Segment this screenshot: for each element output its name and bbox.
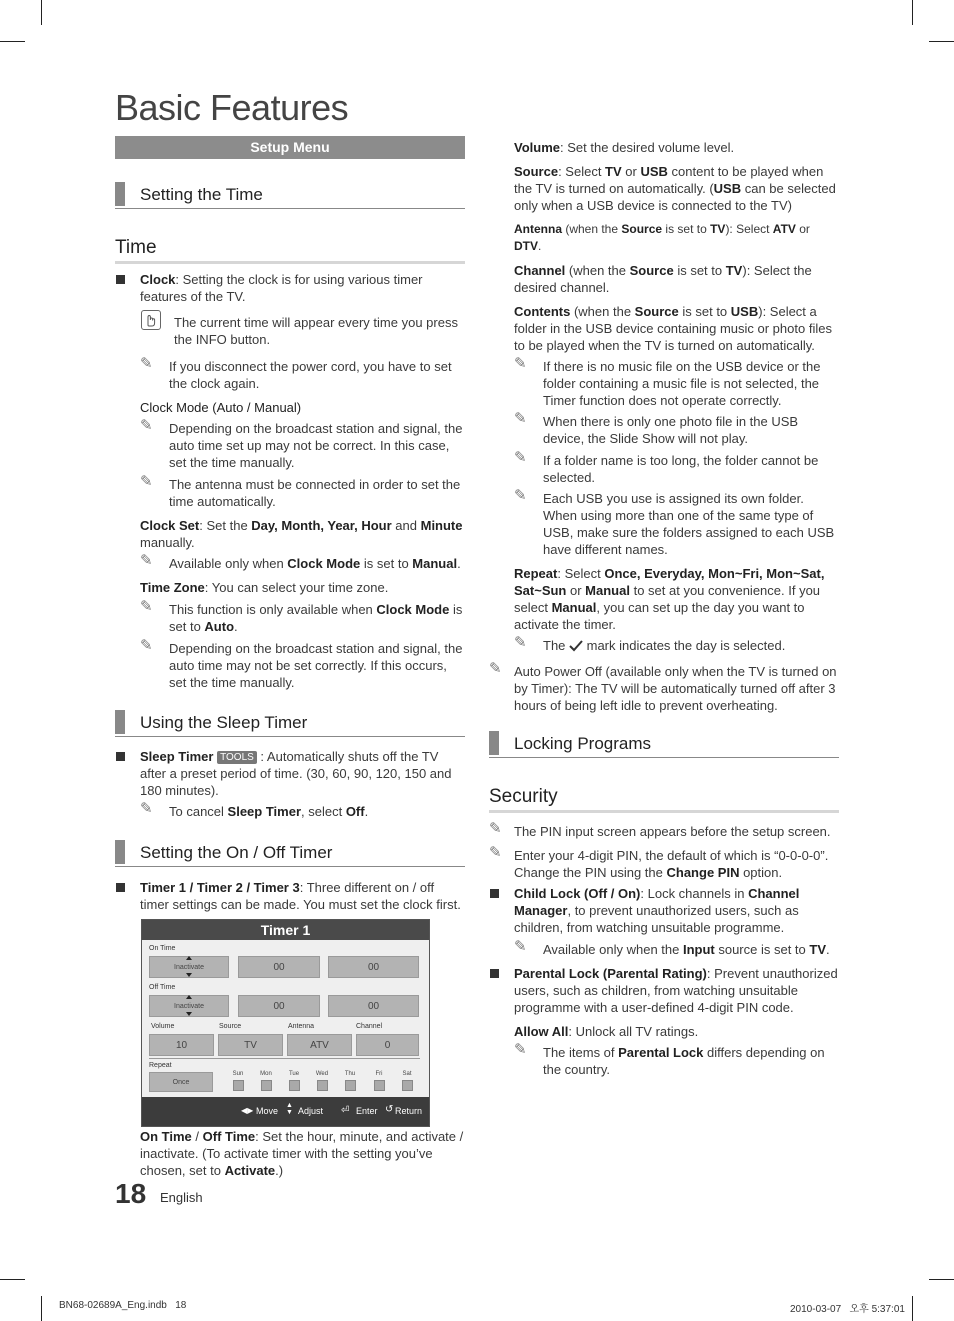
day-sat-checkbox[interactable] bbox=[402, 1080, 413, 1091]
day-tue-label: Tue bbox=[288, 1071, 300, 1077]
bold-term: USB bbox=[713, 181, 742, 196]
bold-term: Change PIN bbox=[666, 865, 740, 880]
note-pencil-icon: ✎ bbox=[514, 449, 527, 466]
text: Available only when bbox=[169, 556, 288, 571]
crop-mark bbox=[912, 1296, 913, 1321]
text: is set to bbox=[662, 222, 711, 236]
text: ): Select a folder in the USB device containing music or photo files to be played when the TV is turned on automatically. bbox=[514, 304, 832, 353]
footer-file: BN68-02689A_Eng.indb 18 bbox=[59, 1300, 187, 1311]
subheading-text: Locking Programs bbox=[514, 734, 652, 753]
bold-term: Manual bbox=[412, 556, 458, 571]
source-label: Source bbox=[219, 1023, 242, 1030]
bold-term: DTV bbox=[514, 239, 538, 253]
bold-term: Child Lock (Off / On) bbox=[514, 886, 641, 901]
text: : Set the bbox=[199, 518, 252, 533]
day-fri-label: Fri bbox=[375, 1071, 383, 1077]
bullet bbox=[116, 752, 125, 761]
text: is set to bbox=[678, 304, 731, 319]
return-label: Return bbox=[395, 1106, 423, 1116]
note-pencil-icon: ✎ bbox=[140, 637, 153, 654]
antenna-label: Antenna bbox=[288, 1023, 315, 1030]
down-arrow-icon bbox=[186, 973, 192, 977]
bold-term: Parental Lock (Parental Rating) bbox=[514, 966, 707, 981]
note-pencil-icon: ✎ bbox=[140, 598, 153, 615]
repeat-label: Repeat bbox=[149, 1062, 172, 1069]
bold-term: Source bbox=[629, 263, 674, 278]
text: : You can select your time zone. bbox=[204, 580, 389, 595]
text: (when the bbox=[570, 304, 635, 319]
bold-term: Input bbox=[682, 942, 715, 957]
heading-marker bbox=[115, 840, 125, 864]
bold-term: Once, Everyday, Mon~Fri, Mon~Sat, Sat~Sun bbox=[514, 566, 825, 598]
subheading-locking-programs bbox=[489, 731, 839, 758]
broadcast-note-2: Depending on the broadcast station and signal, the auto time may not be set correctly. If this occurs, set the time manually. bbox=[169, 641, 463, 690]
text: or bbox=[621, 164, 641, 179]
off-time-label: Off Time bbox=[149, 984, 176, 991]
text: is set to bbox=[673, 263, 726, 278]
text: content to be played when the TV is turned on automatically. ( bbox=[514, 164, 824, 196]
folder-name-note: If a folder name is too long, the folder cannot be selected. bbox=[543, 453, 819, 485]
parental-note bbox=[543, 1044, 839, 1078]
subheading-setting-time bbox=[115, 182, 465, 209]
time-zone-paragraph bbox=[140, 579, 465, 596]
bold-term: Manual bbox=[551, 600, 597, 615]
bold-term: Clock Mode bbox=[376, 602, 450, 617]
antenna-note: The antenna must be connected in order to set the time automatically. bbox=[169, 477, 461, 509]
clock-text: : Setting the clock is for using various timer features of the TV. bbox=[140, 272, 423, 304]
text: mark indicates the day is selected. bbox=[583, 638, 786, 653]
subheading-sleep-timer bbox=[115, 710, 465, 737]
bold-term: Sleep Timer bbox=[227, 804, 302, 819]
bold-term: USB bbox=[640, 164, 668, 179]
text: to set at you convenience. If you select bbox=[514, 583, 821, 615]
off-time-minute-field[interactable]: 00 bbox=[328, 995, 419, 1017]
bold-term: Sleep Timer bbox=[140, 749, 214, 764]
text: , to prevent unauthorized users, such as children, from watching unsuitable programme. bbox=[514, 903, 799, 935]
note-text: button. bbox=[226, 332, 271, 347]
crop-mark bbox=[912, 0, 913, 25]
bullet bbox=[490, 969, 499, 978]
up-arrow-icon bbox=[186, 956, 192, 960]
note-pencil-icon: ✎ bbox=[514, 1041, 527, 1058]
text: : Lock channels in bbox=[640, 886, 749, 901]
on-time-label: On Time bbox=[149, 945, 176, 952]
field-value: Inactivate bbox=[174, 1003, 204, 1010]
bold-term: Parental Lock bbox=[618, 1045, 704, 1060]
volume-label: Volume bbox=[151, 1023, 175, 1030]
channel-paragraph bbox=[514, 262, 839, 296]
bold-term: Source bbox=[621, 222, 663, 236]
day-wed-checkbox[interactable] bbox=[317, 1080, 328, 1091]
move-label: Move bbox=[256, 1106, 279, 1116]
crop-mark bbox=[41, 1296, 42, 1321]
note-pencil-icon: ✎ bbox=[514, 634, 527, 651]
volume-field[interactable]: 10 bbox=[149, 1034, 214, 1056]
adjust-label: Adjust bbox=[298, 1106, 324, 1116]
note-pencil-icon: ✎ bbox=[489, 844, 502, 861]
tools-button-icon: TOOLS bbox=[217, 751, 257, 764]
bold-term: Manual bbox=[585, 583, 630, 598]
bold-term: TV bbox=[809, 942, 827, 957]
repeat-paragraph bbox=[514, 565, 839, 633]
bold-term: Clock Set bbox=[140, 518, 200, 533]
heading-security: Security bbox=[489, 786, 839, 813]
note-pencil-icon: ✎ bbox=[514, 355, 527, 372]
bold-term: Clock Mode bbox=[287, 556, 361, 571]
volume-paragraph bbox=[514, 139, 839, 156]
text: Available only when the bbox=[543, 942, 683, 957]
manual-note bbox=[169, 555, 465, 572]
day-thu-label: Thu bbox=[344, 1071, 356, 1077]
day-sun-checkbox[interactable] bbox=[233, 1080, 244, 1091]
page-title: Basic Features bbox=[115, 87, 349, 128]
bold-term: Contents bbox=[514, 304, 571, 319]
broadcast-note: Depending on the broadcast station and signal, the auto time set up may not be correct. In this case, set the time manually. bbox=[169, 421, 463, 470]
auto-power-off-note: Auto Power Off (available only when the TV is turned on by Timer): The TV will be automatically turned off after 3 hours of being left idle to prevent overheating. bbox=[514, 664, 837, 713]
text: : Set the hour, minute, and activate / inactivate. (To activate timer with the setting you’ve chosen, set to bbox=[140, 1129, 464, 1178]
crop-mark bbox=[0, 41, 25, 42]
day-mon-checkbox[interactable] bbox=[261, 1080, 272, 1091]
off-time-hour-field[interactable]: 00 bbox=[238, 995, 320, 1017]
clock-mode-text: Clock Mode (Auto / Manual) bbox=[140, 400, 302, 415]
note-pencil-icon: ✎ bbox=[514, 938, 527, 955]
crop-mark bbox=[929, 41, 954, 42]
bold-term: Day, Month, Year, Hour bbox=[251, 518, 392, 533]
setup-menu-bar: Setup Menu bbox=[115, 136, 465, 159]
bold-term: Minute bbox=[420, 518, 463, 533]
bold-term: TV bbox=[605, 164, 622, 179]
day-mon-label: Mon bbox=[260, 1071, 272, 1077]
day-wed-label: Wed bbox=[315, 1071, 329, 1077]
note-pencil-icon: ✎ bbox=[489, 660, 502, 677]
text: / bbox=[191, 1129, 203, 1144]
bold-term: Repeat bbox=[514, 566, 558, 581]
text: . bbox=[826, 942, 830, 957]
text: or bbox=[566, 583, 586, 598]
on-time-minute-field[interactable]: 00 bbox=[328, 956, 419, 978]
text: . bbox=[538, 239, 542, 253]
osd-divider bbox=[149, 1058, 420, 1059]
text: (when the bbox=[565, 263, 630, 278]
text: : Unlock all TV ratings. bbox=[568, 1024, 699, 1039]
subheading-text: Setting the On / Off Timer bbox=[140, 843, 333, 862]
footer-datetime: 2010-03-07 오후 5:37:01 bbox=[790, 1304, 905, 1315]
antenna-paragraph bbox=[514, 221, 839, 255]
repeat-field[interactable]: Once bbox=[149, 1072, 213, 1092]
heading-marker bbox=[115, 182, 125, 206]
text: : Automatically shuts off the TV after a preset period of time. (30, 60, 90, 120, 150 and 180 minutes). bbox=[140, 749, 452, 798]
power-note: If you disconnect the power cord, you have to set the clock again. bbox=[169, 359, 452, 391]
pin-enter-note bbox=[514, 847, 839, 881]
up-arrow-icon bbox=[186, 995, 192, 999]
note-pencil-icon: ✎ bbox=[140, 800, 153, 817]
sleep-paragraph bbox=[140, 748, 465, 799]
day-sat-label: Sat bbox=[402, 1071, 412, 1077]
heading-marker bbox=[489, 731, 499, 755]
text: : Set the desired volume level. bbox=[560, 140, 735, 155]
usb-photo-note: When there is only one photo file in the USB device, the Slide Show will not play. bbox=[543, 414, 799, 446]
bold-term: Time Zone bbox=[140, 580, 205, 595]
bold-term: Auto bbox=[204, 619, 235, 634]
note-pencil-icon: ✎ bbox=[140, 417, 153, 434]
text: . bbox=[457, 556, 461, 571]
note-pencil-icon: ✎ bbox=[140, 552, 153, 569]
day-fri-checkbox[interactable] bbox=[374, 1080, 385, 1091]
text: and bbox=[391, 518, 421, 533]
parental-lock-paragraph bbox=[514, 965, 839, 1016]
bold-term: Antenna bbox=[514, 222, 562, 236]
bold-term: TV bbox=[710, 222, 726, 236]
bullet bbox=[116, 275, 125, 284]
down-arrow-icon bbox=[186, 1012, 192, 1016]
text: . bbox=[234, 619, 238, 634]
text: is set to bbox=[169, 602, 463, 634]
bold-term: Source bbox=[634, 304, 679, 319]
source-field[interactable]: TV bbox=[218, 1034, 283, 1056]
timer-osd-screen bbox=[141, 919, 430, 1127]
note-pencil-icon: ✎ bbox=[489, 820, 502, 837]
usb-folder-note: Each USB you use is assigned its own folder. When using more than one of the same type of USB, make sure the folders assigned to each USB have different names. bbox=[543, 491, 835, 557]
text: (when the bbox=[562, 222, 622, 236]
sleep-note bbox=[169, 803, 465, 820]
crop-mark bbox=[929, 1279, 954, 1280]
clock-mode-label bbox=[140, 399, 465, 416]
channel-field[interactable]: 0 bbox=[356, 1034, 419, 1056]
text: can be selected only when a USB device is connected to the TV) bbox=[514, 181, 836, 213]
text: The bbox=[543, 638, 570, 653]
text: This function is only available when bbox=[169, 602, 377, 617]
channel-label: Channel bbox=[356, 1023, 383, 1030]
note-pencil-icon: ✎ bbox=[514, 410, 527, 427]
input-note bbox=[543, 941, 839, 958]
auto-note bbox=[169, 601, 465, 635]
bold-term: Off Time bbox=[202, 1129, 256, 1144]
text: : Three different on / off timer settings can be made. You must set the clock first. bbox=[140, 880, 461, 912]
heading-time: Time bbox=[115, 237, 465, 264]
text: : Select bbox=[557, 566, 605, 581]
subheading-text: Using the Sleep Timer bbox=[140, 713, 308, 732]
subheading-text: Setting the Time bbox=[140, 185, 263, 204]
timers-paragraph bbox=[140, 879, 465, 913]
enter-icon: ⏎ bbox=[341, 1105, 350, 1116]
text: : Prevent unauthorized users, such as children, from watching unsuitable programme with a user-defined 4-digit PIN code. bbox=[514, 966, 838, 1015]
text: To cancel bbox=[169, 804, 228, 819]
bold-term: Allow All bbox=[514, 1024, 569, 1039]
adjust-arrows-icon: ▲ ▼ bbox=[286, 1102, 293, 1116]
text: differs depending on the country. bbox=[543, 1045, 825, 1077]
text: , you can set up the day you want to activate the timer. bbox=[514, 600, 805, 632]
note-pencil-icon: ✎ bbox=[140, 473, 153, 490]
bold-term: Off bbox=[345, 804, 365, 819]
text: or bbox=[795, 222, 810, 236]
page-number: 18 bbox=[115, 1178, 147, 1209]
bold-term: On Time bbox=[140, 1129, 192, 1144]
antenna-field[interactable]: ATV bbox=[287, 1034, 352, 1056]
usb-music-note: If there is no music file on the USB device or the folder containing a music file is not selected, the Timer function does not operate correctly. bbox=[543, 359, 821, 408]
osd-footer bbox=[142, 1097, 429, 1126]
crop-mark bbox=[41, 0, 42, 25]
bold-term: Timer 1 / Timer 2 / Timer 3 bbox=[140, 880, 300, 895]
text: : Select bbox=[558, 164, 606, 179]
text: ): Select the desired channel. bbox=[514, 263, 812, 295]
osd-title: Timer 1 bbox=[142, 920, 429, 940]
bold-term: Channel Manager bbox=[514, 886, 800, 918]
info-key: INFO bbox=[195, 332, 227, 347]
bold-term: ATV bbox=[772, 222, 796, 236]
note-pencil-icon: ✎ bbox=[140, 355, 153, 372]
clock-set-paragraph bbox=[140, 517, 465, 551]
hand-icon bbox=[141, 310, 161, 330]
bullet bbox=[490, 889, 499, 898]
text: . bbox=[364, 804, 369, 819]
crop-mark bbox=[0, 1279, 25, 1280]
info-note bbox=[174, 314, 465, 348]
bold-term: Channel bbox=[514, 263, 566, 278]
day-thu-checkbox[interactable] bbox=[345, 1080, 356, 1091]
text: .) bbox=[275, 1163, 284, 1178]
allow-all-paragraph bbox=[514, 1023, 839, 1040]
check-mark-note bbox=[543, 637, 839, 654]
day-sun-label: Sun bbox=[232, 1071, 244, 1077]
subheading-on-off-timer bbox=[115, 840, 465, 867]
day-tue-checkbox[interactable] bbox=[289, 1080, 300, 1091]
enter-label: Enter bbox=[356, 1106, 378, 1116]
source-paragraph bbox=[514, 163, 839, 214]
pin-screen-note: The PIN input screen appears before the setup screen. bbox=[514, 824, 831, 839]
bullet bbox=[116, 883, 125, 892]
check-mark-icon bbox=[569, 639, 583, 651]
bold-term: Volume bbox=[514, 140, 560, 155]
heading-marker bbox=[115, 710, 125, 734]
text: option. bbox=[739, 865, 783, 880]
text: The items of bbox=[543, 1045, 619, 1060]
text: source is set to bbox=[714, 942, 810, 957]
return-icon: ↺ bbox=[385, 1104, 394, 1115]
bold-term: USB bbox=[730, 304, 759, 319]
clock-label: Clock bbox=[140, 272, 176, 287]
on-off-time-paragraph bbox=[140, 1128, 465, 1179]
clock-paragraph bbox=[140, 271, 465, 305]
note-text: The current time will appear every time you press the bbox=[174, 315, 458, 347]
text: is set to bbox=[360, 556, 413, 571]
text: ): Select bbox=[725, 222, 773, 236]
contents-paragraph bbox=[514, 303, 839, 354]
move-arrows-icon: ◀▶ bbox=[241, 1106, 254, 1115]
field-value: Inactivate bbox=[174, 964, 204, 971]
on-time-hour-field[interactable]: 00 bbox=[238, 956, 320, 978]
bold-term: TV bbox=[725, 263, 743, 278]
child-lock-paragraph bbox=[514, 885, 839, 936]
note-pencil-icon: ✎ bbox=[514, 487, 527, 504]
bold-term: Source bbox=[514, 164, 559, 179]
text: Enter your 4-digit PIN, the default of which is “0-0-0-0”. Change the PIN using the bbox=[514, 848, 829, 880]
page-language: English bbox=[160, 1190, 203, 1205]
text: manually. bbox=[140, 535, 195, 550]
bold-term: Activate bbox=[224, 1163, 276, 1178]
text: , select bbox=[301, 804, 346, 819]
